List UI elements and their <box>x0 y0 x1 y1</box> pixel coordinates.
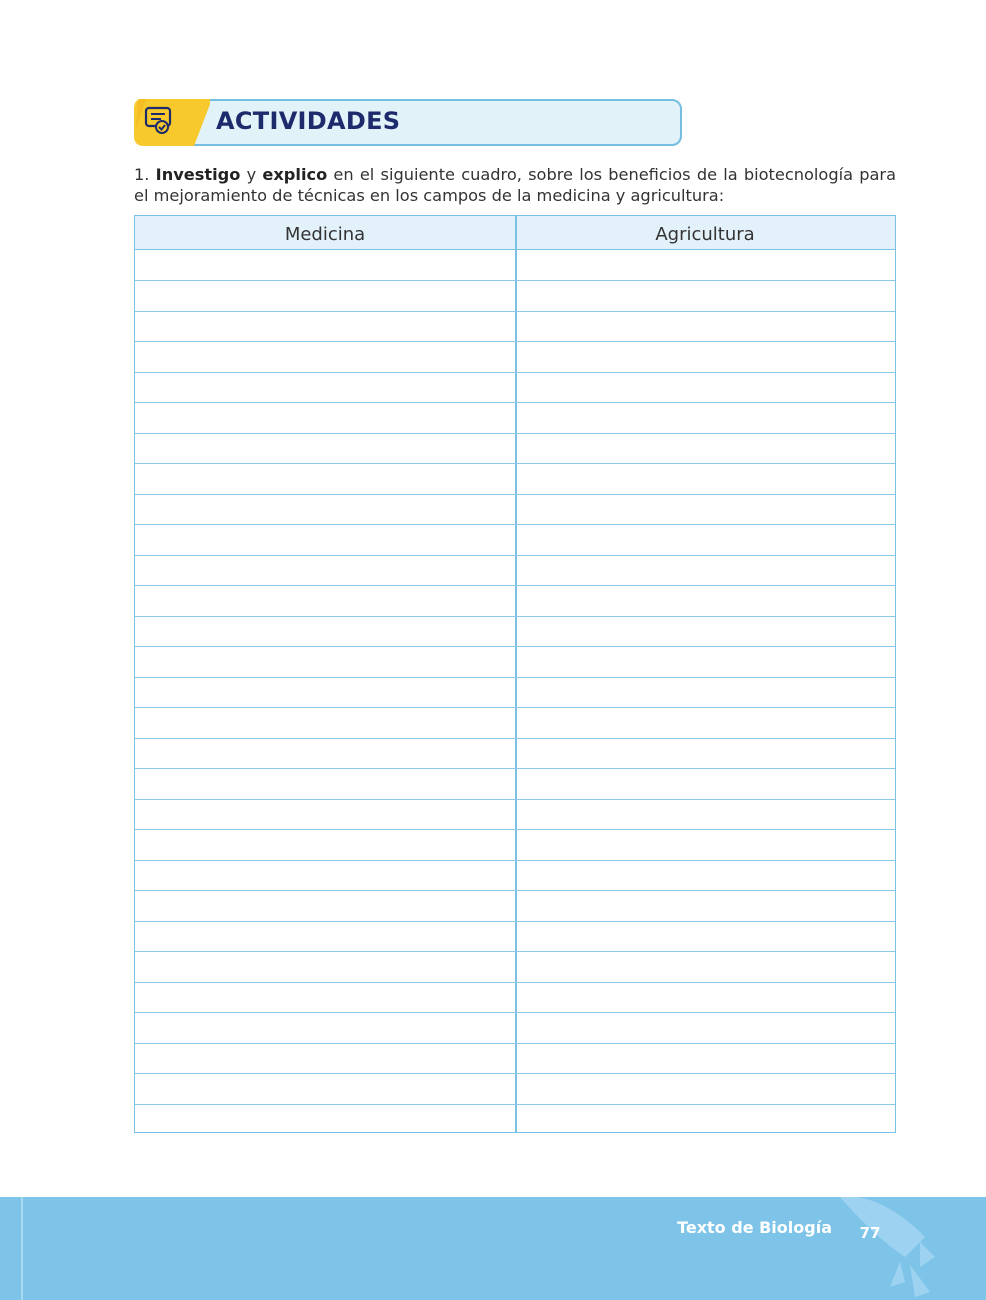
table-row-line <box>135 616 895 617</box>
instruction-connector: y <box>240 165 263 184</box>
item-number: 1. <box>134 165 150 184</box>
table-row-line <box>135 433 895 434</box>
table-row-line <box>135 402 895 403</box>
table-row-line <box>135 768 895 769</box>
table-row-line <box>135 1012 895 1013</box>
table-row-line <box>135 799 895 800</box>
answer-table <box>134 215 896 1133</box>
table-row-line <box>135 738 895 739</box>
section-title: ACTIVIDADES <box>216 107 401 135</box>
table-row-line <box>135 921 895 922</box>
table-row-line <box>135 677 895 678</box>
verb-investigo: Investigo <box>155 165 241 184</box>
table-row-line <box>135 890 895 891</box>
table-row-line <box>135 585 895 586</box>
table-row-line <box>135 280 895 281</box>
page-number: 77 <box>859 1224 881 1242</box>
table-row-line <box>135 372 895 373</box>
table-row-line <box>135 829 895 830</box>
rocket-icon <box>820 1197 940 1300</box>
instruction-body: en el siguiente cuadro, sobre los beneficios de la biotecnología para el mejoramiento de técnicas en los campos de la medicina y agricultura: <box>134 165 896 205</box>
table-row-line <box>135 463 895 464</box>
table-row-line <box>135 494 895 495</box>
table-row-line <box>135 1043 895 1044</box>
column-header-medicina: Medicina <box>284 224 366 245</box>
instruction-text <box>134 164 896 206</box>
table-row-line <box>135 524 895 525</box>
table-row-line <box>135 646 895 647</box>
table-row-line <box>135 311 895 312</box>
footer-edge-line <box>21 1197 23 1300</box>
table-row-line <box>135 707 895 708</box>
table-row-line <box>135 1104 895 1105</box>
table-row-line <box>135 951 895 952</box>
activity-checklist-icon <box>134 99 210 146</box>
table-row-line <box>135 982 895 983</box>
column-divider <box>515 216 517 1132</box>
table-row-line <box>135 341 895 342</box>
table-row-line <box>135 555 895 556</box>
column-header-agricultura: Agricultura <box>655 224 755 245</box>
table-row-line <box>135 860 895 861</box>
table-row-line <box>135 1073 895 1074</box>
verb-explico: explico <box>262 165 328 184</box>
book-title: Texto de Biología <box>677 1218 832 1237</box>
activities-banner <box>134 99 682 146</box>
